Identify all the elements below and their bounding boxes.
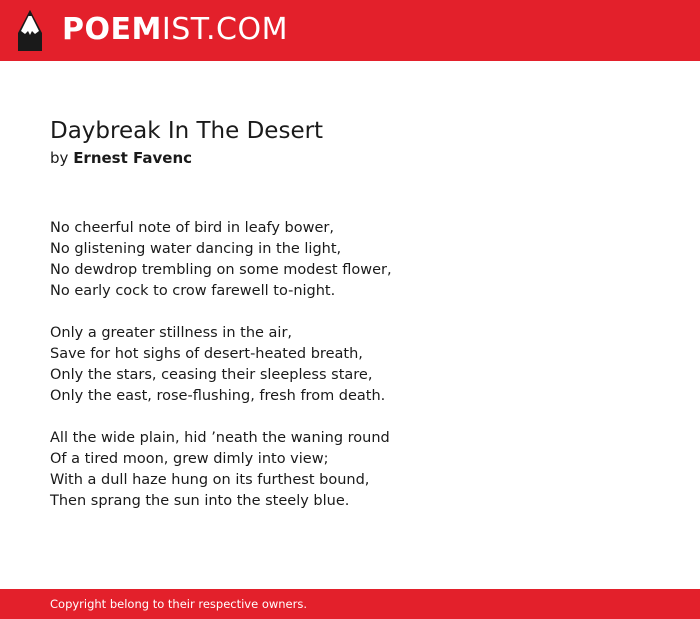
poem-line: Save for hot sighs of desert-heated breath, <box>50 346 363 362</box>
site-footer <box>0 589 700 619</box>
poem-line: No dewdrop trembling on some modest flower, <box>50 262 392 278</box>
by-label: by <box>50 149 69 167</box>
poem-byline <box>50 147 670 169</box>
poem-line: All the wide plain, hid ’neath the waning round <box>50 430 390 446</box>
poem-body <box>50 218 670 512</box>
stanza-1 <box>50 218 670 302</box>
poem-line: Only a greater stillness in the air, <box>50 325 293 341</box>
poem-line: No glistening water dancing in the light, <box>50 241 342 257</box>
poem-content <box>50 116 670 533</box>
logo-bold-text: POEM <box>62 12 162 47</box>
poem-line: No cheerful note of bird in leafy bower, <box>50 220 334 236</box>
poem-line: With a dull haze hung on its furthest bound, <box>50 472 370 488</box>
poem-title: Daybreak In The Desert <box>50 118 324 144</box>
stanza-2 <box>50 323 670 407</box>
poem-line: Only the east, rose-flushing, fresh from death. <box>50 388 386 404</box>
poem-line: Then sprang the sun into the steely blue. <box>50 493 350 509</box>
author-name: Ernest Favenc <box>73 149 193 167</box>
poem-line: Of a tired moon, grew dimly into view; <box>50 451 329 467</box>
site-header <box>0 0 700 61</box>
copyright-text: Copyright belong to their respective owners. <box>50 597 308 611</box>
pencil-tip-icon[interactable] <box>18 10 42 51</box>
stanza-3 <box>50 428 670 512</box>
logo-light-text: IST.COM <box>161 12 288 47</box>
site-logo-link[interactable] <box>62 12 288 48</box>
poem-line: No early cock to crow farewell to-night. <box>50 283 336 299</box>
poem-line: Only the stars, ceasing their sleepless stare, <box>50 367 373 383</box>
